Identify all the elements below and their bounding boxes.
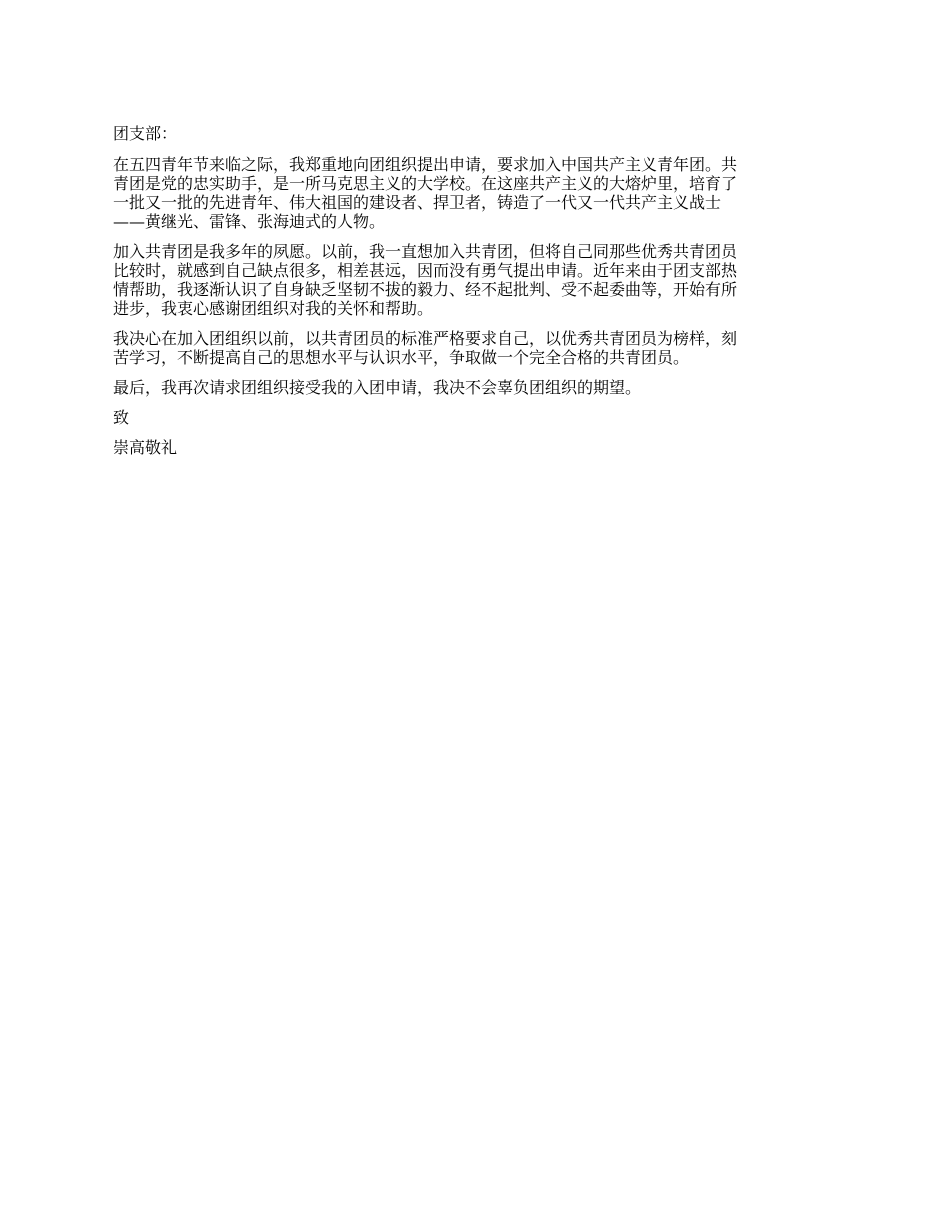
letter-paragraph-3	[113, 329, 839, 367]
paragraph-line: 我决心在加入团组织以前，以共青团员的标准严格要求自己，以优秀共青团员为榜样，刻	[113, 329, 738, 348]
letter-paragraph-2	[113, 242, 839, 318]
paragraph-line: ——黄继光、雷锋、张海迪式的人物。	[113, 212, 386, 231]
letter-closing-regards: 崇高敬礼	[113, 438, 178, 457]
letter-paragraph-4	[113, 378, 839, 397]
paragraph-line: 加入共青团是我多年的夙愿。以前，我一直想加入共青团，但将自己同那些优秀共青团员	[113, 242, 738, 261]
paragraph-line: 苦学习，不断提高自己的思想水平与认识水平，争取做一个完全合格的共青团员。	[113, 348, 690, 367]
letter-page	[113, 124, 839, 468]
paragraph-line: 比较时，就感到自己缺点很多，相差甚远，因而没有勇气提出申请。近年来由于团支部热	[113, 261, 738, 280]
paragraph-line: 一批又一批的先进青年、伟大祖国的建设者、捍卫者，铸造了一代又一代共产主义战士	[113, 193, 722, 212]
paragraph-line: 最后，我再次请求团组织接受我的入团申请，我决不会辜负团组织的期望。	[113, 378, 642, 397]
paragraph-line: 在五四青年节来临之际，我郑重地向团组织提出申请，要求加入中国共产主义青年团。共	[113, 155, 738, 174]
paragraph-line: 情帮助，我逐渐认识了自身缺乏坚韧不拔的毅力、经不起批判、受不起委曲等，开始有所	[113, 280, 738, 299]
paragraph-line: 进步，我衷心感谢团组织对我的关怀和帮助。	[113, 299, 434, 318]
letter-paragraph-1	[113, 155, 839, 231]
paragraph-line: 青团是党的忠实助手，是一所马克思主义的大学校。在这座共产主义的大熔炉里，培育了	[113, 174, 738, 193]
letter-salutation: 团支部：	[113, 124, 178, 143]
letter-closing-to: 致	[113, 408, 130, 427]
